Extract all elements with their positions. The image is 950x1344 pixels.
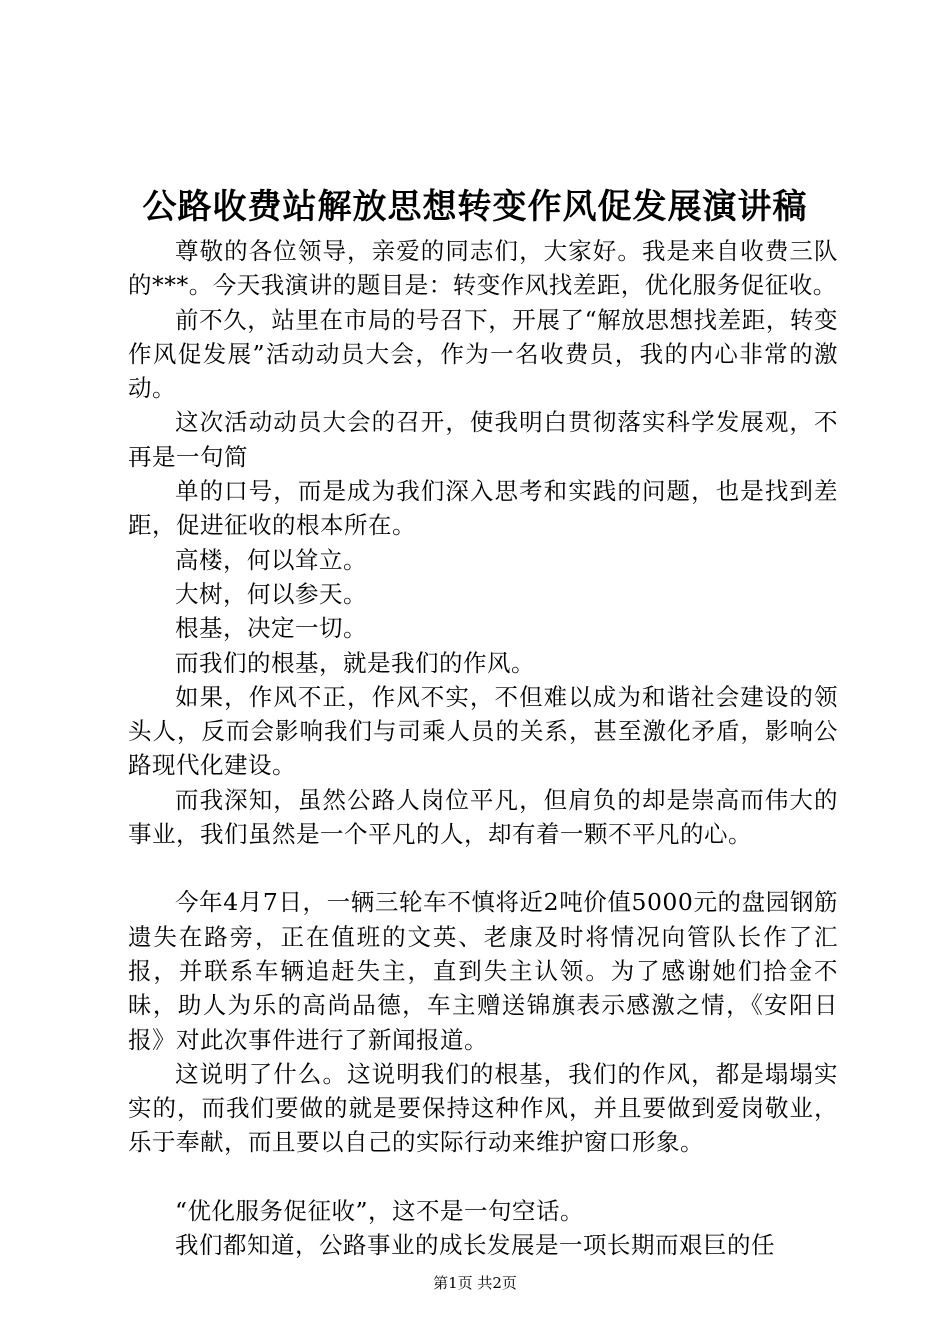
paragraph-slogan: 单的口号，而是成为我们深入思考和实践的问题，也是找到差距，促进征收的根本所在。	[128, 477, 838, 540]
paragraph-optimize-service: “优化服务促征收”，这不是一句空话。	[175, 1196, 585, 1225]
paragraph-meaning: 这说明了什么。这说明我们的根基，我们的作风，都是塌塌实实的，而我们要做的就是要保持这种作风，并且要做到爱岗敬业，乐于奉献，而且要以自己的实际行动来维护窗口形象。	[128, 1059, 838, 1157]
paragraph-foundation: 根基，决定一切。	[175, 614, 367, 643]
paragraph-tree: 大树，何以参天。	[175, 579, 367, 608]
document-title: 公路收费站解放思想转变作风促发展演讲稿	[142, 187, 808, 227]
paragraph-if-style: 如果，作风不正，作风不实，不但难以成为和谐社会建设的领头人，反而会影响我们与司乘人员的关系，甚至激化矛盾，影响公路现代化建设。	[128, 682, 838, 780]
paragraph-our-foundation: 而我们的根基，就是我们的作风。	[175, 648, 535, 677]
paragraph-campaign: 前不久，站里在市局的号召下，开展了“解放思想找差距，转变作风促发展”活动动员大会，作为一名收费员，我的内心非常的激动。	[128, 305, 838, 403]
paragraph-greeting: 尊敬的各位领导，亲爱的同志们，大家好。我是来自收费三队的***。今天我演讲的题目是：转变作风找差距，优化服务促征收。	[128, 237, 838, 300]
page-footer: 第1页 共2页	[433, 1274, 517, 1292]
paragraph-ordinary-post: 而我深知，虽然公路人岗位平凡，但肩负的却是崇高而伟大的事业，我们虽然是一个平凡的人，却有着一颗不平凡的心。	[128, 785, 838, 849]
paragraph-meeting: 这次活动动员大会的召开，使我明白贯彻落实科学发展观，不再是一句简	[128, 408, 838, 471]
document-body	[128, 234, 838, 1262]
paragraph-tower: 高楼，何以耸立。	[175, 545, 367, 574]
paragraph-incident: 今年4月7日，一辆三轮车不慎将近2吨价值5000元的盘园钢筋遗失在路旁，正在值班的文英、老康及时将情况向管队长作了汇报，并联系车辆追赶失主，直到失主认领。为了感谢她们拾金不昧，助人为乐的高尚品德，车主赠送锦旗表示感激之情，《安阳日报》对此次事件进行了新闻报道。	[128, 888, 838, 1054]
paragraph-road-career: 我们都知道，公路事业的成长发展是一项长期而艰巨的任	[175, 1231, 775, 1260]
